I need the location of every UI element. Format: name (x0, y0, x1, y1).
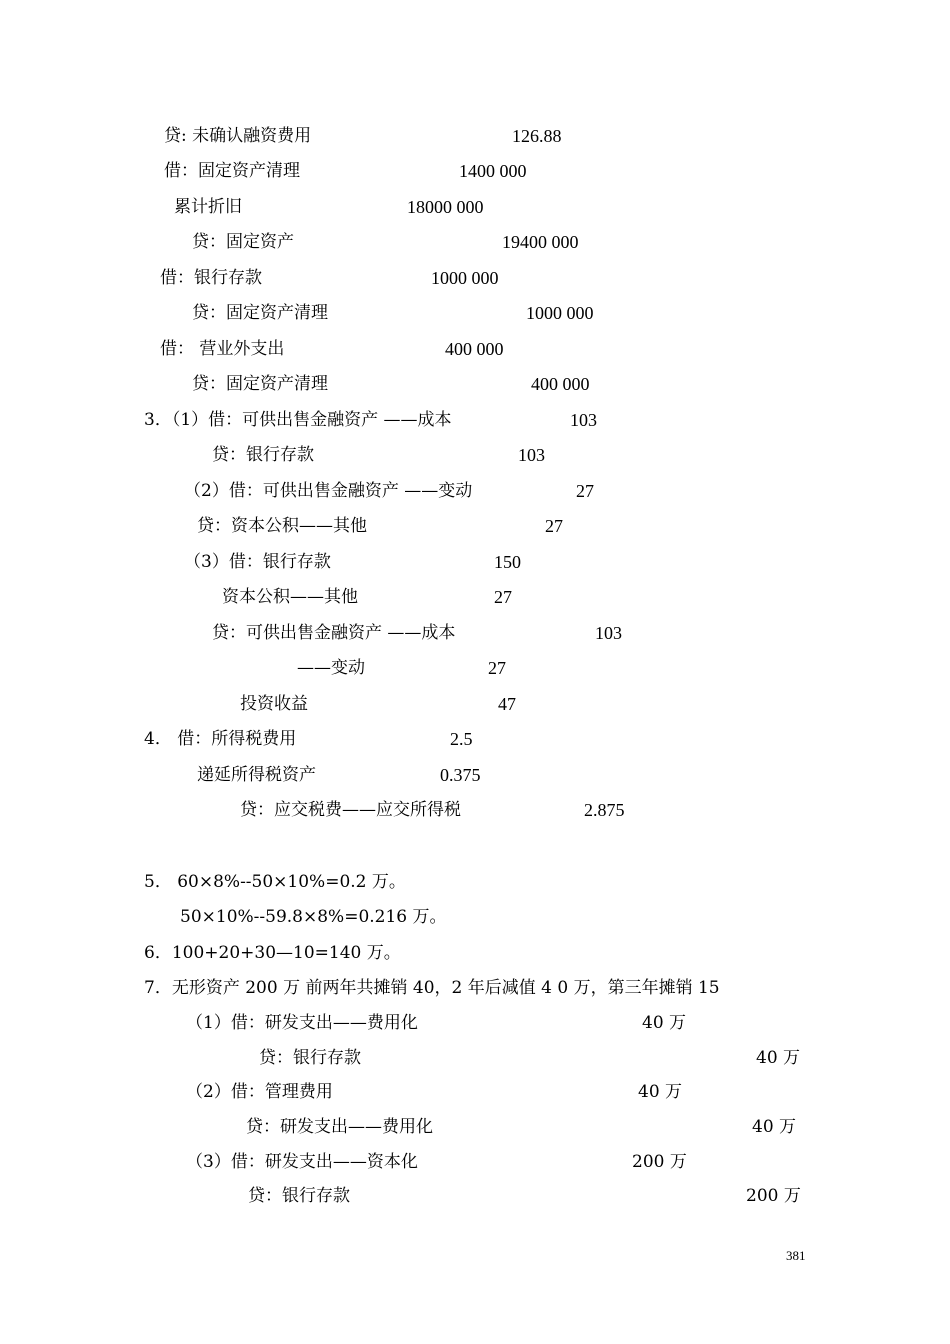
entry-label: （2）借：管理费用 (186, 1082, 333, 1102)
entry-label: 贷：银行存款 (212, 445, 314, 465)
calc-line: 7．无形资产 200 万 前两年共摊销 40，2 年后减值 4 0 万，第三年摊销 15 (144, 978, 720, 998)
entry-label: 贷：固定资产 (192, 232, 294, 252)
entry-label: ——变动 (297, 658, 365, 678)
entry-amount: 2.5 (450, 729, 473, 749)
entry-label: 贷: 未确认融资费用 (164, 126, 312, 146)
entry-label: 4． 借：所得税费用 (144, 729, 297, 749)
entry-label: 贷：可供出售金融资产 ——成本 (212, 623, 456, 643)
entry-amount: 0.375 (440, 765, 481, 785)
entry-label: 借：固定资产清理 (164, 161, 300, 181)
entry-amount: 40 万 (752, 1117, 797, 1137)
entry-amount: 400 000 (531, 374, 590, 394)
entry-amount: 27 (488, 658, 506, 678)
entry-amount: 19400 000 (502, 232, 579, 252)
calc-line: 50×10%--59.8×8%=0.216 万。 (180, 907, 447, 927)
entry-amount: 1400 000 (459, 161, 527, 181)
entry-amount: 27 (545, 516, 563, 536)
entry-amount: 103 (570, 410, 597, 430)
calc-line: 6．100+20+30—10=140 万。 (144, 943, 401, 963)
entry-amount: 200 万 (746, 1186, 801, 1206)
entry-label: 贷：固定资产清理 (192, 374, 328, 394)
entry-label: （3）借：研发支出——资本化 (186, 1152, 418, 1172)
calc-line: 5． 60×8%--50×10%=0.2 万。 (144, 872, 406, 892)
entry-label: 贷：资本公积——其他 (197, 516, 367, 536)
entry-amount: 1000 000 (526, 303, 594, 323)
entry-amount: 200 万 (632, 1152, 687, 1172)
entry-label: （2）借：可供出售金融资产 ——变动 (184, 481, 473, 501)
entry-label: 贷：银行存款 (259, 1048, 361, 1068)
entry-label: （1）借：研发支出——费用化 (186, 1013, 418, 1033)
entry-label: 贷：应交税费——应交所得税 (240, 800, 461, 820)
entry-label: 贷：研发支出——费用化 (246, 1117, 433, 1137)
entry-label: 借：银行存款 (160, 268, 262, 288)
entry-amount: 40 万 (642, 1013, 687, 1033)
entry-amount: 27 (494, 587, 512, 607)
entry-amount: 47 (498, 694, 516, 714)
entry-label: 贷：固定资产清理 (192, 303, 328, 323)
entry-label: （3）借：银行存款 (184, 552, 331, 572)
entry-amount: 1000 000 (431, 268, 499, 288)
entry-label: 资本公积——其他 (222, 587, 358, 607)
entry-amount: 103 (595, 623, 622, 643)
entry-amount: 400 000 (445, 339, 504, 359)
entry-amount: 27 (576, 481, 594, 501)
entry-label: 投资收益 (240, 694, 308, 714)
entry-label: 累计折旧 (174, 197, 242, 217)
entry-amount: 40 万 (638, 1082, 683, 1102)
entry-amount: 40 万 (756, 1048, 801, 1068)
entry-amount: 2.875 (584, 800, 625, 820)
entry-label: 递延所得税资产 (197, 765, 316, 785)
entry-label: 借： 营业外支出 (160, 339, 285, 359)
entry-amount: 126.88 (512, 126, 562, 146)
entry-label: 贷：银行存款 (248, 1186, 350, 1206)
entry-amount: 150 (494, 552, 521, 572)
entry-label: 3．（1）借：可供出售金融资产 ——成本 (144, 410, 452, 430)
entry-amount: 103 (518, 445, 545, 465)
entry-amount: 18000 000 (407, 197, 484, 217)
page-number: 381 (786, 1248, 806, 1263)
